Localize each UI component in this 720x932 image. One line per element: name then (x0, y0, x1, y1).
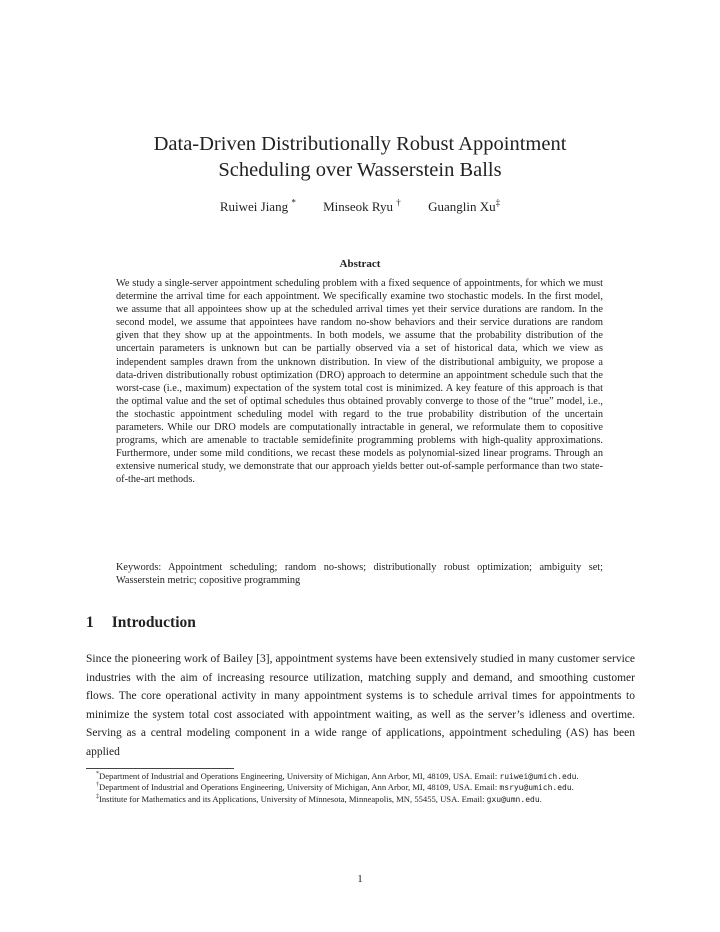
footnote-end: . (571, 782, 574, 793)
author (220, 199, 296, 214)
footnote-text: Department of Industrial and Operations Engineering, University of Michigan, Ann Arbor, MI, 48109, USA. Email: (99, 782, 500, 793)
author (428, 199, 500, 214)
footnote-email: msryu@umich.edu (499, 783, 572, 793)
footnote-end: . (539, 793, 542, 804)
page-number: 1 (357, 873, 363, 885)
footnote (86, 794, 635, 805)
footnote-mark: ‡ (96, 793, 100, 800)
author-name: Guanglin Xu (428, 199, 496, 214)
footnote-text: Department of Industrial and Operations Engineering, University of Michigan, Ann Arbor, MI, 48109, USA. Email: (99, 771, 500, 781)
title-line-2: Scheduling over Wasserstein Balls (218, 159, 502, 181)
abstract-text: We study a single-server appointment scheduling problem with a fixed sequence of appointments, for which we must determine the arrival time for each appointment. We specifically examine two stochastic models. In the first model, we assume that all appointees show up at the scheduled arrival times yet their service durations are random. In the second model, we assume that appointees have random no-show behaviors and their service durations are random given that they show up at the appointments. In both models, we assume that the probability distribution of the uncertain parameters is unknown but can be partially observed via a set of historical data, which we view as independent samples drawn from the unknown distribution. In view of the distributional ambiguity, we propose a data-driven distributionally robust optimization (DRO) approach to determine an appointment schedule such that the worst-case (i.e., maximum) expectation of the system total cost is minimized. A key feature of this approach is that the optimal value and the set of optimal schedules thus obtained provably converge to those of the “true” model, i.e., the stochastic appointment scheduling model with regard to the true probability distribution of the uncertain parameters. While our DRO models are computationally intractable in general, we reformulate them to copositive programs, which are amenable to tractable semidefinite programming problems with high-quality approximations. Furthermore, under some mild conditions, we recast these models as polynomial-sized linear programs. Through an extensive numerical study, we demonstrate that our approach yields better out-of-sample performance than two state-of-the-art methods. (116, 278, 603, 486)
footnote-end: . (576, 771, 579, 781)
footnote (86, 771, 635, 782)
footnote-email: gxu@umn.edu (486, 794, 540, 804)
author-name: Minseok Ryu (323, 199, 394, 214)
footnotes (86, 771, 635, 805)
abstract-heading: Abstract (339, 258, 381, 270)
author-name: Ruiwei Jiang (219, 199, 289, 214)
author (323, 199, 401, 214)
introduction-paragraph: Since the pioneering work of Bailey [3], appointment systems have been extensively studied in many customer service industries with the aim of increasing resource utilization, matching supply and demand, and smoothing customer flows. The core operational activity in many appointment systems is to schedule arrival times for appointments to minimize the system total cost associated with appointment waiting, as well as the server’s idleness and overtime. Serving as a central modeling component in a wide range of applications, appointment scheduling (AS) has been applied (86, 653, 635, 758)
author-footnote-mark: † (396, 197, 401, 208)
section-number: 1 (86, 614, 94, 631)
footnote-mark: * (96, 771, 100, 778)
author-footnote-mark: ‡ (495, 197, 501, 208)
author-list (0, 199, 720, 215)
title-line-1: Data-Driven Distributionally Robust Appointment (153, 133, 567, 155)
footnote-text: Institute for Mathematics and its Applications, University of Minnesota, Minneapolis, MN, 55455, USA. Email: (99, 793, 487, 804)
section-heading (86, 614, 196, 632)
footnote-mark: † (96, 782, 100, 789)
footnote (86, 782, 635, 793)
section-title: Introduction (111, 614, 196, 631)
paper-title (0, 131, 720, 183)
footnote-email: ruiwei@umich.edu (499, 772, 577, 781)
keywords: Keywords: Appointment scheduling; random no-shows; distributionally robust optimization; ambiguity set; Wasserstein metric; copositive programming (116, 562, 603, 587)
footnote-divider (86, 768, 234, 769)
author-footnote-mark: * (291, 197, 296, 208)
